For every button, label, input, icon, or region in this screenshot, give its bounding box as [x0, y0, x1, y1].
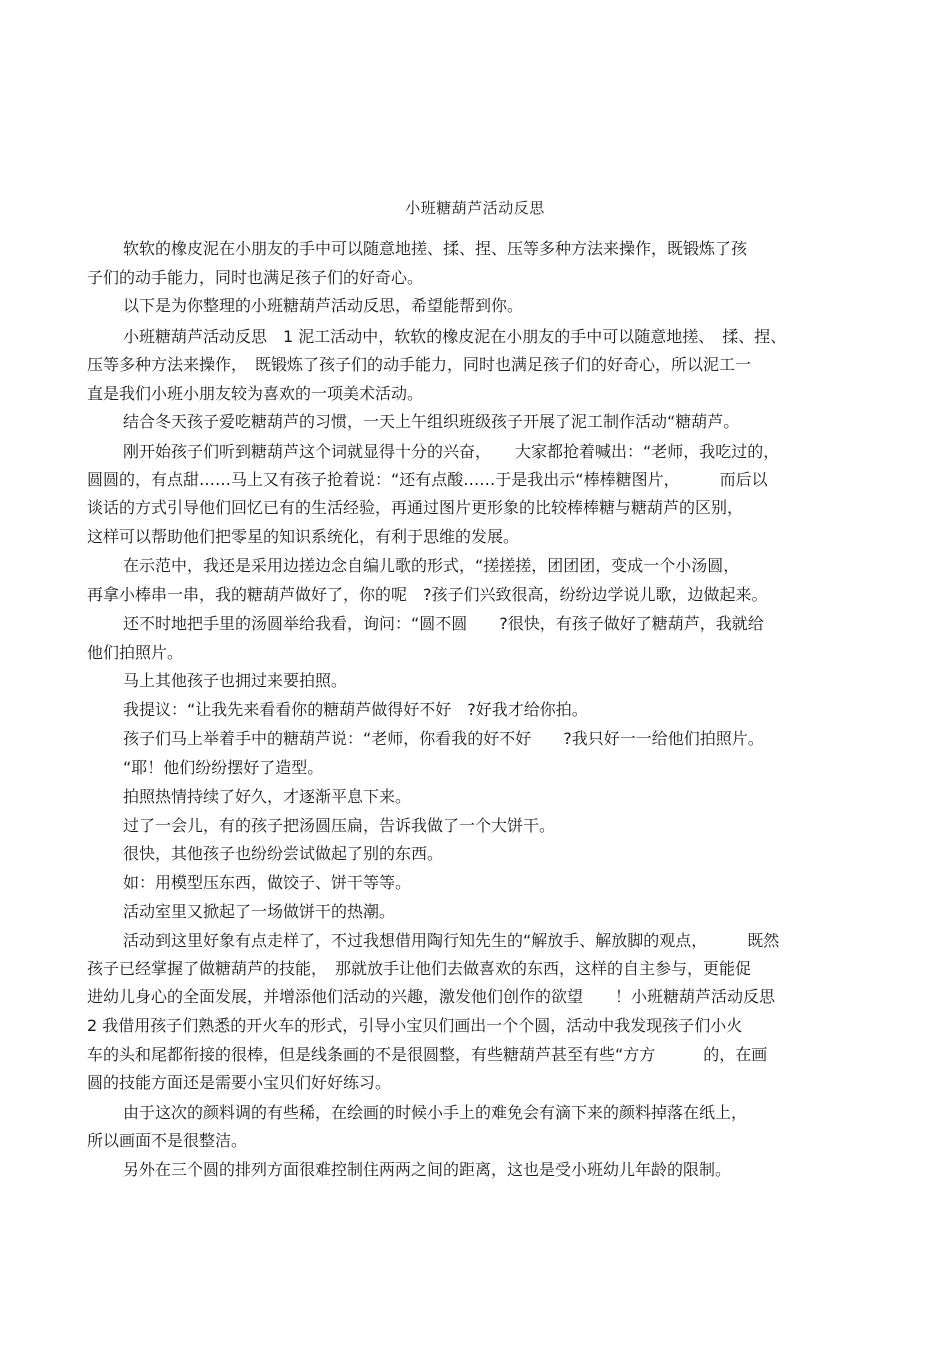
paragraph-line: 孩子已经掌握了做糖葫芦的技能， 那就放手让他们去做喜欢的东西，这样的自主参与，更能促	[87, 959, 752, 978]
paragraph-line: 进幼儿身心的全面发展，并增添他们活动的兴趣，激发他们创作的欲望 ！小班糖葫芦活动反思	[87, 987, 776, 1006]
paragraph-line: 所以画面不是很整洁。	[87, 1131, 248, 1150]
paragraph-line: 以下是为你整理的小班糖葫芦活动反思，希望能帮到你。	[123, 296, 524, 315]
paragraph-line: 活动到这里好象有点走样了，不过我想借用陶行知先生的“解放手、解放脚的观点， 既然	[123, 931, 780, 950]
paragraph-line: “耶！他们纷纷摆好了造型。	[123, 758, 324, 777]
paragraph-line: 很快，其他孩子也纷纷尝试做起了别的东西。	[123, 844, 444, 863]
paragraph-line: 2 我借用孩子们熟悉的开火车的形式，引导小宝贝们画出一个个圆，活动中我发现孩子们小火	[87, 1016, 743, 1035]
paragraph-line: 压等多种方法来操作， 既锻炼了孩子们的动手能力，同时也满足孩子们的好奇心，所以泥工一	[87, 355, 752, 374]
paragraph-line: 过了一会儿，有的孩子把汤圆压扁，告诉我做了一个大饼干。	[123, 816, 556, 835]
paragraph-line: 如：用模型压东西，做饺子、饼干等等。	[123, 873, 412, 892]
paragraph-line: 谈话的方式引导他们回忆已有的生活经验，再通过图片更形象的比较棒棒糖与糖葫芦的区别，	[87, 498, 744, 517]
paragraph-line: 拍照热情持续了好久，才逐渐平息下来。	[123, 787, 412, 806]
paragraph-line: 还不时地把手里的汤圆举给我看，询问：“圆不圆 ?很快，有孩子做好了糖葫芦，我就给	[123, 614, 764, 633]
paragraph-line: 小班糖葫芦活动反思 1 泥工活动中，软软的橡皮泥在小朋友的手中可以随意地搓、 揉、捏、	[123, 327, 787, 346]
paragraph-line: 孩子们马上举着手中的糖葫芦说：“老师，你看我的好不好 ?我只好一一给他们拍照片。	[123, 729, 764, 748]
paragraph-line: 另外在三个圆的排列方面很难控制住两两之间的距离，这也是受小班幼儿年龄的限制。	[123, 1160, 732, 1179]
paragraph-line: 子们的动手能力，同时也满足孩子们的好奇心。	[87, 268, 424, 287]
paragraph-line: 刚开始孩子们听到糖葫芦这个词就显得十分的兴奋， 大家都抢着喊出：“老师，我吃过的，	[123, 442, 780, 461]
paragraph-line: 车的头和尾都衔接的很棒，但是线条画的不是很圆整，有些糖葫芦甚至有些“方方 的，在画	[87, 1045, 768, 1064]
paragraph-line: 这样可以帮助他们把零星的知识系统化，有利于思维的发展。	[87, 527, 520, 546]
paragraph-line: 直是我们小班小朋友较为喜欢的一项美术活动。	[87, 384, 424, 403]
paragraph-line: 圆的技能方面还是需要小宝贝们好好练习。	[87, 1073, 392, 1092]
paragraph-line: 活动室里又掀起了一场做饼干的热潮。	[123, 902, 396, 921]
paragraph-line: 圆圆的，有点甜……马上又有孩子抢着说：“还有点酸……于是我出示“棒棒糖图片， 而后以	[87, 470, 768, 489]
paragraph-line: 在示范中，我还是采用边搓边念自编儿歌的形式，“搓搓搓，团团团，变成一个小汤圆，	[123, 556, 740, 575]
paragraph-line: 他们拍照片。	[87, 643, 184, 662]
paragraph-line: 由于这次的颜料调的有些稀，在绘画的时候小手上的难免会有滴下来的颜料掉落在纸上，	[123, 1103, 748, 1122]
paragraph-line: 再拿小棒串一串，我的糖葫芦做好了，你的呢 ?孩子们兴致很高，纷纷边学说儿歌，边做起来。	[87, 585, 768, 604]
paragraph-line: 马上其他孩子也拥过来要拍照。	[123, 671, 348, 690]
paragraph-line: 我提议：“让我先来看看你的糖葫芦做得好不好 ?好我才给你拍。	[123, 700, 588, 719]
document-title: 小班糖葫芦活动反思	[405, 199, 545, 217]
paragraph-line: 结合冬天孩子爱吃糖葫芦的习惯，一天上午组织班级孩子开展了泥工制作活动“糖葫芦。	[123, 412, 740, 431]
paragraph-line: 软软的橡皮泥在小朋友的手中可以随意地搓、揉、捏、压等多种方法来操作，既锻炼了孩	[123, 239, 748, 258]
